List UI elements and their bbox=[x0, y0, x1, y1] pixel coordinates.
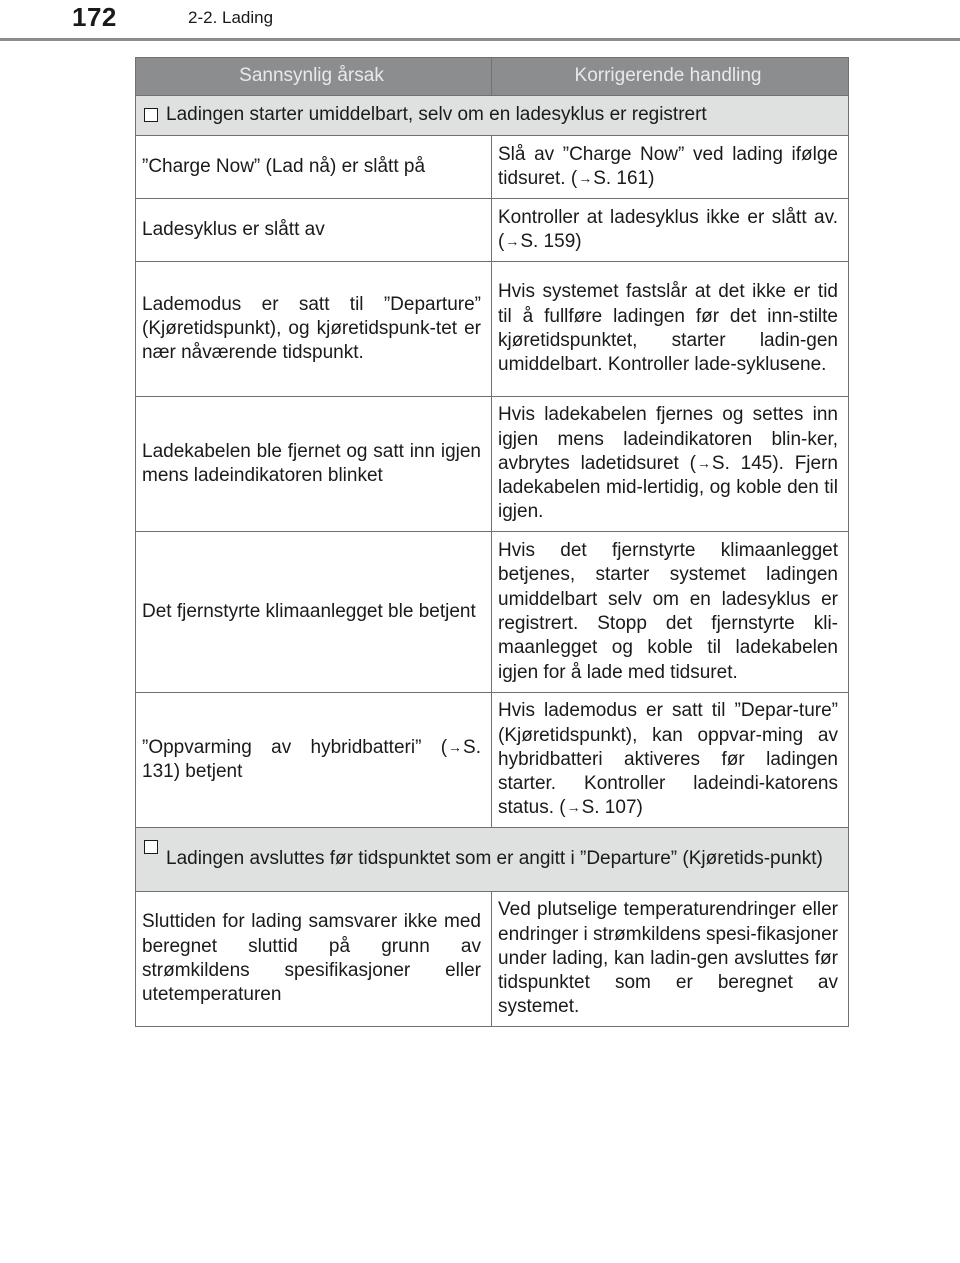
table-row bbox=[136, 693, 849, 828]
group-heading bbox=[136, 96, 849, 136]
remedy-cell: Hvis det fjernstyrte klimaanlegget betjenes, starter systemet ladingen umiddelbart selv om en ladesyklus er registrert. Stopp det fjernstyrte kli-maanlegget og koble til ladekabelen igjen for å lade med tidsuret. bbox=[492, 532, 849, 693]
header-divider bbox=[0, 38, 960, 41]
table-header-row bbox=[136, 58, 849, 96]
remedy-text-continued: Fjern ladekabelen mid-lertidig, og koble den til igjen. bbox=[498, 452, 838, 523]
checkbox-icon bbox=[144, 840, 158, 854]
group-heading bbox=[136, 828, 849, 892]
page-reference: S. 145). bbox=[711, 452, 784, 474]
remedy-cell: Ved plutselige temperaturendringer eller endringer i strømkildens spesi-fikasjoner under lading, kan ladin-gen avsluttes før tidspunktet som er beregnet av systemet. bbox=[492, 892, 849, 1027]
arrow-right-icon: → bbox=[505, 233, 520, 249]
column-header-remedy: Korrigerende handling bbox=[492, 58, 849, 96]
page-number: 172 bbox=[72, 2, 117, 32]
table-row bbox=[136, 199, 849, 262]
remedy-cell bbox=[492, 693, 849, 828]
arrow-right-icon: → bbox=[578, 170, 593, 186]
cause-cell bbox=[136, 693, 492, 828]
table-row bbox=[136, 136, 849, 199]
page-reference: S. 159) bbox=[520, 231, 582, 252]
arrow-right-icon: → bbox=[696, 454, 711, 471]
page-reference: S. 131) betjent bbox=[142, 736, 481, 782]
group-title: Ladingen avsluttes før tidspunktet som er angitt i ”Departure” (Kjøretids-punkt) bbox=[166, 848, 823, 870]
group-title: Ladingen starter umiddelbart, selv om en ladesyklus er registrert bbox=[166, 104, 707, 126]
remedy-cell bbox=[492, 397, 849, 532]
section-title: 2-2. Lading bbox=[188, 8, 274, 27]
remedy-text: Kontroller at ladesyklus ikke er slått av. ( bbox=[498, 206, 838, 252]
table-row bbox=[136, 397, 849, 532]
remedy-cell: Hvis systemet fastslår at det ikke er tid til å fullføre ladingen før det inn-stilte kjøretidspunktet, starter ladin-gen umiddelbart. Kontroller lade-syklusene. bbox=[492, 262, 849, 397]
checkbox-icon bbox=[144, 108, 158, 122]
cause-cell: ”Charge Now” (Lad nå) er slått på bbox=[136, 136, 492, 199]
group-row bbox=[136, 828, 849, 892]
arrow-right-icon: → bbox=[566, 799, 581, 816]
page-header bbox=[0, 0, 960, 42]
remedy-text: Hvis lademodus er satt til ”Depar-ture” (Kjøretidspunkt), kan oppvar-ming av hybridbatteri aktiveres før ladingen starter. Kontroller ladeindi-katorens status. ( bbox=[498, 700, 838, 819]
group-row bbox=[136, 96, 849, 136]
cause-cell: Det fjernstyrte klimaanlegget ble betjent bbox=[136, 532, 492, 693]
page-reference: S. 161) bbox=[593, 168, 655, 189]
cause-cell: Ladesyklus er slått av bbox=[136, 199, 492, 262]
troubleshooting-table bbox=[135, 57, 849, 1027]
cause-cell: Sluttiden for lading samsvarer ikke med beregnet sluttid på grunn av strømkildens spesifikasjoner eller utetemperaturen bbox=[136, 892, 492, 1027]
page-reference: S. 107) bbox=[581, 797, 643, 819]
cause-cell: Ladekabelen ble fjernet og satt inn igjen mens ladeindikatoren blinket bbox=[136, 397, 492, 532]
arrow-right-icon: → bbox=[448, 738, 463, 755]
table-row bbox=[136, 892, 849, 1027]
cause-text: ”Oppvarming av hybridbatteri” ( bbox=[142, 736, 448, 758]
table-row bbox=[136, 262, 849, 397]
remedy-cell bbox=[492, 199, 849, 262]
remedy-cell bbox=[492, 136, 849, 199]
remedy-text: Hvis ladekabelen fjernes og settes inn igjen mens ladeindikatoren blin-ker, avbrytes ladetidsuret ( bbox=[498, 404, 838, 474]
cause-cell: Lademodus er satt til ”Departure” (Kjøretidspunkt), og kjøretidspunk-tet er nær nåværende tidspunkt. bbox=[136, 262, 492, 397]
remedy-text: Slå av ”Charge Now” ved lading ifølge tidsuret. ( bbox=[498, 143, 838, 189]
column-header-cause: Sannsynlig årsak bbox=[136, 58, 492, 96]
table-row bbox=[136, 532, 849, 693]
